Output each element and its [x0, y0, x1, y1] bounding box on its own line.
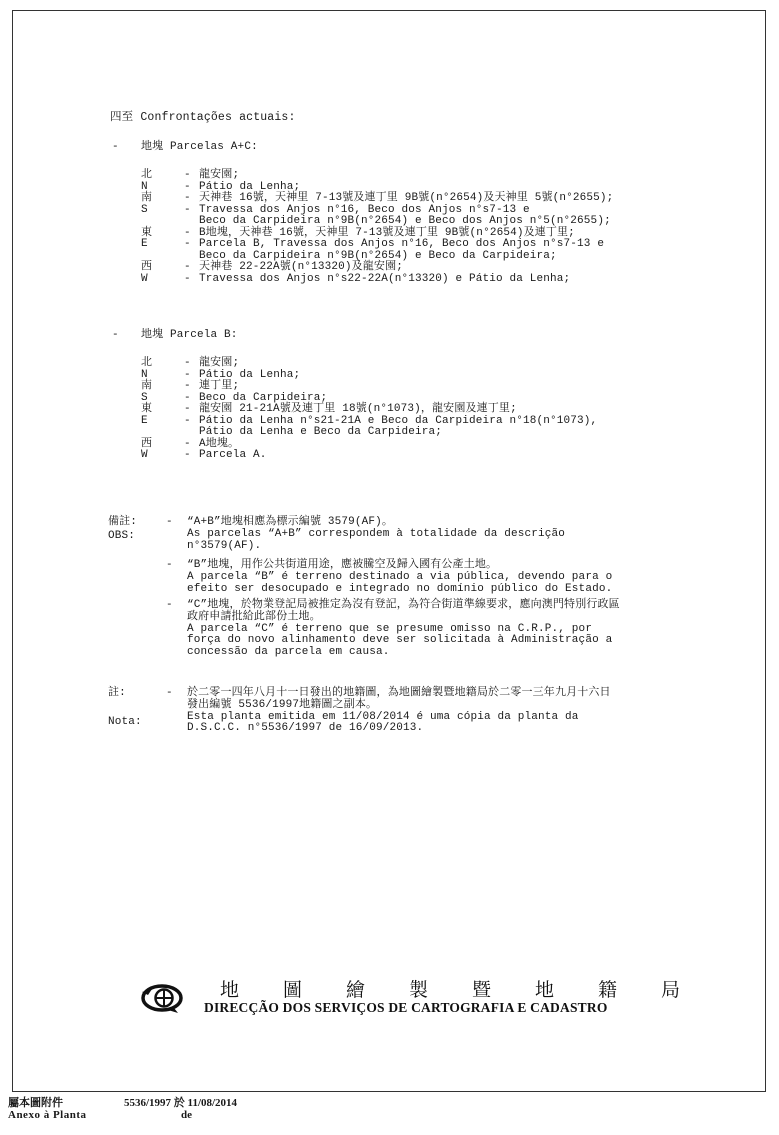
direction-label: E [141, 414, 148, 427]
note-line: A parcela “C” é terreno que se presume omisso na C.R.P., por [187, 622, 593, 635]
nota-line: 發出編號 5536/1997地籍圖之副本。 [187, 698, 378, 711]
row-dash: - [184, 238, 191, 250]
boundary-text: Beco da Carpideira n°9B(n°2654) e Beco dos Anjos n°5(n°2655); [199, 215, 611, 227]
boundary-text: 連丁里; [199, 380, 240, 392]
page-frame [12, 10, 766, 1092]
dscc-logo-icon [138, 983, 186, 1015]
boundary-text: 龍安園; [199, 357, 240, 369]
row-dash: - [184, 380, 191, 392]
row-dash: - [184, 368, 191, 381]
boundary-text: 龍安園 21-21A號及連丁里 18號(n°1073)，龍安園及連丁里; [199, 403, 517, 415]
note-bullet: - [166, 599, 173, 611]
organization-logo-block [138, 975, 725, 1015]
row-dash: - [184, 180, 191, 193]
boundary-text: 天神巷 16號，天神里 7-13號及連丁里 9B號(n°2654)及天神里 5號(n°2655); [199, 192, 614, 204]
boundary-text: 龍安園; [199, 169, 240, 181]
organization-name-pt: DIRECÇÃO DOS SERVIÇOS DE CARTOGRAFIA E CADASTRO [204, 1000, 608, 1015]
direction-label: 西 [141, 437, 153, 450]
boundary-text: Pátio da Lenha e Beco da Carpideira; [199, 426, 443, 438]
row-dash: - [184, 226, 191, 239]
direction-label: 東 [141, 226, 153, 239]
boundary-text: 天神巷 22-22A號(n°13320)及龍安園; [199, 261, 403, 273]
parcel-ac-title: 地塊 Parcelas A+C: [141, 141, 258, 153]
obs-label-pt: OBS: [108, 530, 136, 542]
note-line: “A+B”地塊相應為標示編號 3579(AF)。 [187, 516, 394, 528]
note-line: A parcela “B” é terreno destinado a via pública, devendo para o [187, 570, 613, 583]
boundary-text: Pátio da Lenha; [199, 368, 301, 381]
row-dash: - [184, 203, 191, 216]
row-dash: - [184, 449, 191, 461]
direction-label: 東 [141, 403, 153, 415]
note-line: As parcelas “A+B” correspondem à totalidade da descrição [187, 527, 566, 540]
note-line: concessão da parcela em causa. [187, 646, 390, 659]
direction-label: 南 [141, 192, 153, 204]
row-dash: - [184, 437, 191, 450]
row-dash: - [184, 272, 191, 285]
boundary-text: Parcela B, Travessa dos Anjos n°16, Beco dos Anjos n°s7-13 e [199, 238, 605, 250]
parcel-ac-bullet: - [112, 141, 119, 153]
direction-label: W [141, 449, 148, 461]
nota-bullet: - [166, 687, 173, 699]
nota-label-pt: Nota: [108, 716, 142, 728]
direction-label: 南 [141, 380, 153, 392]
direction-label: E [141, 238, 148, 250]
nota-line: 於二零一四年八月十一日發出的地籍圖，為地圖繪製暨地籍局於二零一三年九月十六日 [187, 687, 611, 699]
footer-de: de [181, 1109, 192, 1121]
direction-label: N [141, 368, 148, 381]
note-line: efeito ser desocupado e integrado no domínio público do Estado. [187, 582, 613, 595]
direction-label: 北 [141, 169, 153, 181]
row-dash: - [184, 357, 191, 369]
nota-label-zh: 註: [108, 687, 126, 699]
note-line: 政府申請批給此部份土地。 [187, 610, 321, 623]
row-dash: - [184, 414, 191, 427]
boundary-text: A地塊。 [199, 437, 240, 450]
footer-annex-zh: 屬本圖附件 [8, 1097, 63, 1109]
boundary-text: B地塊，天神巷 16號，天神里 7-13號及連丁里 9B號(n°2654)及連丁里; [199, 226, 575, 239]
row-dash: - [184, 169, 191, 181]
boundary-text: Pátio da Lenha n°s21-21A e Beco da Carpideira n°18(n°1073), [199, 414, 598, 427]
direction-label: 北 [141, 357, 153, 369]
direction-label: W [141, 272, 148, 285]
direction-label: 西 [141, 261, 153, 273]
nota-line: D.S.C.C. n°5536/1997 de 16/09/2013. [187, 722, 424, 735]
boundary-text: Travessa dos Anjos n°16, Beco dos Anjos n°s7-13 e [199, 203, 530, 216]
boundary-text: Beco da Carpideira; [199, 391, 328, 404]
direction-label: N [141, 180, 148, 193]
boundary-text: Beco da Carpideira n°9B(n°2654) e Beco da Carpideira; [199, 249, 557, 262]
note-line: “B”地塊，用作公共街道用途，應被騰空及歸入國有公產土地。 [187, 559, 498, 571]
direction-label: S [141, 203, 148, 216]
parcel-b-bullet: - [112, 329, 119, 341]
direction-label: S [141, 391, 148, 404]
nota-line: Esta planta emitida em 11/08/2014 é uma cópia da planta da [187, 710, 579, 723]
row-dash: - [184, 391, 191, 404]
section-heading: 四至 Confrontações actuais: [110, 111, 296, 124]
organization-name-zh: 地圖繪製暨地籍局 [220, 979, 725, 1001]
obs-label-zh: 備註: [108, 516, 138, 528]
boundary-text: Parcela A. [199, 449, 267, 461]
note-bullet: - [166, 559, 173, 571]
row-dash: - [184, 261, 191, 273]
row-dash: - [184, 192, 191, 204]
note-bullet: - [166, 516, 173, 528]
boundary-text: Travessa dos Anjos n°s22-22A(n°13320) e Pátio da Lenha; [199, 272, 571, 285]
note-line: força do novo alinhamento deve ser solicitada à Administração a [187, 634, 613, 647]
row-dash: - [184, 403, 191, 415]
boundary-text: Pátio da Lenha; [199, 180, 301, 193]
note-line: n°3579(AF). [187, 539, 262, 552]
footer-annex-pt: Anexo à Planta [8, 1109, 87, 1121]
note-line: “C”地塊，於物業登記局被推定為沒有登記，為符合街道準線要求，應向澳門特別行政區 [187, 599, 620, 611]
parcel-b-title: 地塊 Parcela B: [141, 329, 238, 341]
footer-plan-number: 5536/1997 於 11/08/2014 [124, 1097, 238, 1109]
